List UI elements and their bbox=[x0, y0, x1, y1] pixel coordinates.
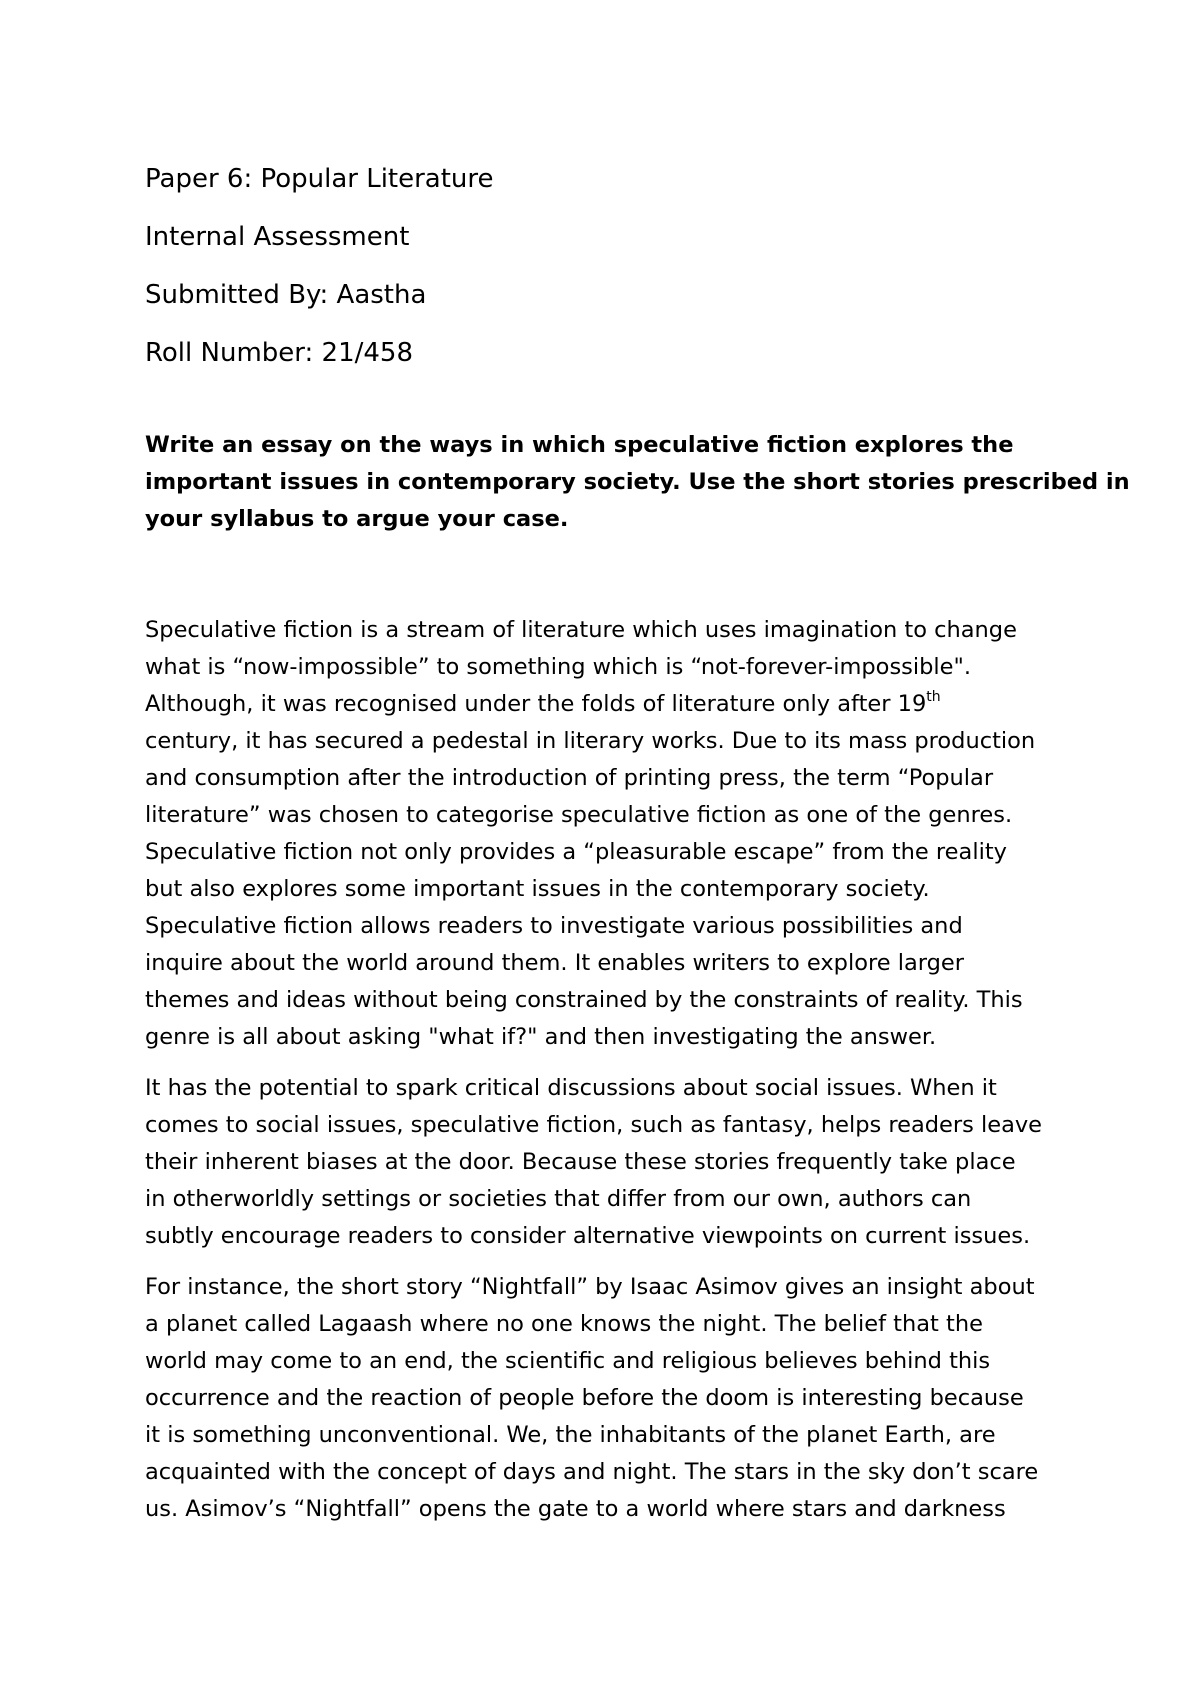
text-line: in otherworldly settings or societies that differ from our own, authors can bbox=[145, 1186, 972, 1212]
text-line-content: Although, it was recognised under the folds of literature only after 19 bbox=[145, 691, 927, 717]
assessment-type: Internal Assessment bbox=[145, 222, 410, 252]
ordinal-superscript: th bbox=[926, 689, 941, 705]
essay-body bbox=[145, 612, 1075, 1542]
text-line bbox=[145, 686, 1075, 723]
text-line: us. Asimov’s “Nightfall” opens the gate to a world where stars and darkness bbox=[145, 1496, 1006, 1522]
text-line: century, it has secured a pedestal in literary works. Due to its mass production bbox=[145, 728, 1036, 754]
text-line: subtly encourage readers to consider alternative viewpoints on current issues. bbox=[145, 1223, 1031, 1249]
text-line: inquire about the world around them. It enables writers to explore larger bbox=[145, 950, 964, 976]
text-line: Speculative fiction not only provides a “pleasurable escape” from the reality bbox=[145, 839, 1007, 865]
text-line: genre is all about asking "what if?" and then investigating the answer. bbox=[145, 1024, 937, 1050]
essay-question-line: important issues in contemporary society. Use the short stories prescribed in bbox=[145, 469, 1130, 495]
text-line: For instance, the short story “Nightfall” by Isaac Asimov gives an insight about bbox=[145, 1274, 1035, 1300]
essay-question-line: Write an essay on the ways in which speculative fiction explores the bbox=[145, 432, 1014, 458]
text-line: but also explores some important issues in the contemporary society. bbox=[145, 876, 930, 902]
text-line: world may come to an end, the scientific and religious believes behind this bbox=[145, 1348, 991, 1374]
roll-number: Roll Number: 21/458 bbox=[145, 338, 413, 368]
paragraph-3 bbox=[145, 1269, 1075, 1528]
submitted-by: Submitted By: Aastha bbox=[145, 280, 427, 310]
text-line: literature” was chosen to categorise speculative fiction as one of the genres. bbox=[145, 802, 1013, 828]
paper-title: Paper 6: Popular Literature bbox=[145, 164, 494, 194]
essay-question bbox=[145, 427, 1130, 538]
document-header bbox=[145, 150, 1045, 382]
text-line: It has the potential to spark critical discussions about social issues. When it bbox=[145, 1075, 997, 1101]
text-line: a planet called Lagaash where no one knows the night. The belief that the bbox=[145, 1311, 983, 1337]
text-line: occurrence and the reaction of people before the doom is interesting because bbox=[145, 1385, 1024, 1411]
text-line: it is something unconventional. We, the inhabitants of the planet Earth, are bbox=[145, 1422, 996, 1448]
text-line: acquainted with the concept of days and night. The stars in the sky don’t scare bbox=[145, 1459, 1039, 1485]
text-line: Speculative fiction is a stream of literature which uses imagination to change bbox=[145, 617, 1017, 643]
text-line: themes and ideas without being constrained by the constraints of reality. This bbox=[145, 987, 1023, 1013]
text-line: and consumption after the introduction of printing press, the term “Popular bbox=[145, 765, 994, 791]
essay-question-line: your syllabus to argue your case. bbox=[145, 506, 569, 532]
text-line: what is “now-impossible” to something which is “not-forever-impossible". bbox=[145, 654, 972, 680]
text-line: their inherent biases at the door. Because these stories frequently take place bbox=[145, 1149, 1016, 1175]
text-line: Speculative fiction allows readers to investigate various possibilities and bbox=[145, 913, 963, 939]
text-line: comes to social issues, speculative fiction, such as fantasy, helps readers leave bbox=[145, 1112, 1043, 1138]
paragraph-2 bbox=[145, 1070, 1075, 1255]
paragraph-1 bbox=[145, 612, 1075, 1056]
